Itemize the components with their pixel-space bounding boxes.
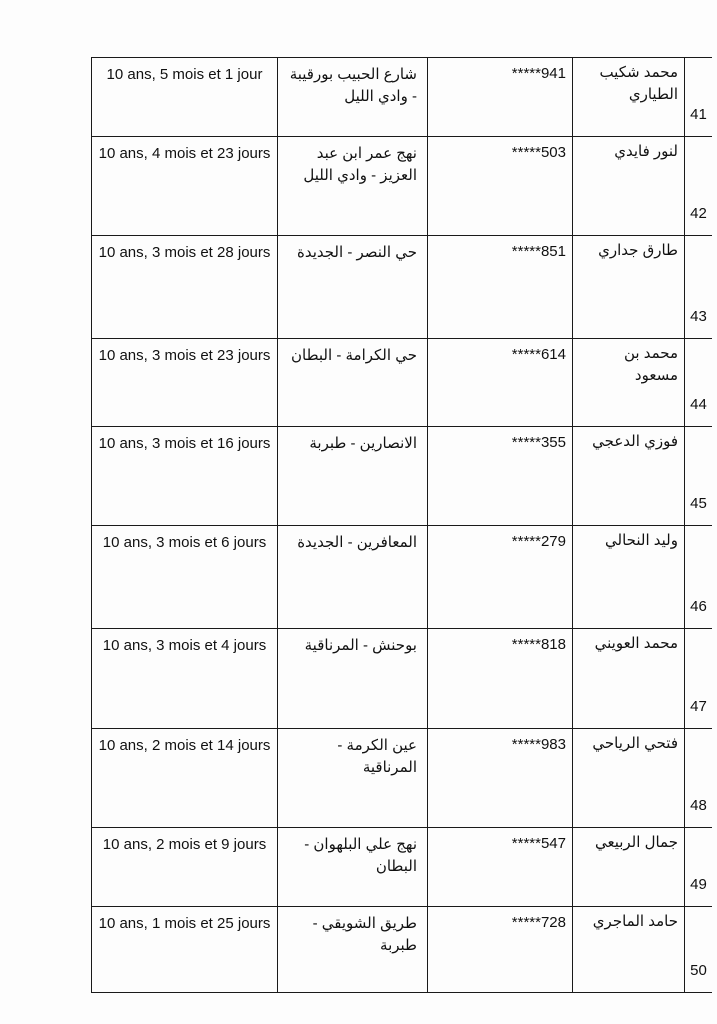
name-cell: فتحي الرياحي — [573, 729, 685, 828]
duration-cell: 10 ans, 3 mois et 28 jours — [92, 236, 278, 339]
row-number-cell: 48 — [685, 729, 713, 828]
id-cell: *****851 — [428, 236, 573, 339]
id-cell: *****818 — [428, 629, 573, 729]
row-number-cell: 45 — [685, 427, 713, 526]
row-number-cell: 49 — [685, 828, 713, 907]
address-cell: شارع الحبيب بورقيبة - وادي الليل — [278, 58, 428, 137]
name-cell: فوزي الدعجي — [573, 427, 685, 526]
address-cell: بوحنش - المرناقية — [278, 629, 428, 729]
duration-cell: 10 ans, 2 mois et 14 jours — [92, 729, 278, 828]
duration-cell: 10 ans, 2 mois et 9 jours — [92, 828, 278, 907]
table-row — [92, 629, 713, 729]
address-cell: نهج عمر ابن عبد العزيز - وادي الليل — [278, 137, 428, 236]
id-cell: *****503 — [428, 137, 573, 236]
id-cell: *****614 — [428, 339, 573, 427]
name-cell: لنور فايدي — [573, 137, 685, 236]
name-cell: محمد شكيب الطياري — [573, 58, 685, 137]
row-number-cell: 47 — [685, 629, 713, 729]
id-cell: *****547 — [428, 828, 573, 907]
name-cell: طارق جداري — [573, 236, 685, 339]
duration-cell: 10 ans, 3 mois et 16 jours — [92, 427, 278, 526]
table-row — [92, 427, 713, 526]
address-cell: طريق الشويقي - طبربة — [278, 907, 428, 993]
name-cell: محمد العويني — [573, 629, 685, 729]
duration-cell: 10 ans, 3 mois et 23 jours — [92, 339, 278, 427]
address-cell: عين الكرمة - المرناقية — [278, 729, 428, 828]
row-number-cell: 50 — [685, 907, 713, 993]
table-row — [92, 137, 713, 236]
table-row — [92, 729, 713, 828]
row-number-cell: 44 — [685, 339, 713, 427]
address-cell: الانصارين - طبربة — [278, 427, 428, 526]
address-cell: حي الكرامة - البطان — [278, 339, 428, 427]
address-cell: المعافرين - الجديدة — [278, 526, 428, 629]
table-row — [92, 907, 713, 993]
table-row — [92, 526, 713, 629]
name-cell: حامد الماجري — [573, 907, 685, 993]
name-cell: محمد بن مسعود — [573, 339, 685, 427]
row-number-cell: 46 — [685, 526, 713, 629]
roster-table — [91, 57, 712, 993]
duration-cell: 10 ans, 3 mois et 4 jours — [92, 629, 278, 729]
row-number-cell: 42 — [685, 137, 713, 236]
duration-cell: 10 ans, 4 mois et 23 jours — [92, 137, 278, 236]
table-row — [92, 236, 713, 339]
table-row — [92, 58, 713, 137]
row-number-cell: 43 — [685, 236, 713, 339]
id-cell: *****728 — [428, 907, 573, 993]
table-row — [92, 828, 713, 907]
name-cell: وليد النحالي — [573, 526, 685, 629]
duration-cell: 10 ans, 1 mois et 25 jours — [92, 907, 278, 993]
duration-cell: 10 ans, 3 mois et 6 jours — [92, 526, 278, 629]
id-cell: *****941 — [428, 58, 573, 137]
address-cell: حي النصر - الجديدة — [278, 236, 428, 339]
table-row — [92, 339, 713, 427]
address-cell: نهج علي البلهوان - البطان — [278, 828, 428, 907]
duration-cell: 10 ans, 5 mois et 1 jour — [92, 58, 278, 137]
row-number-cell: 41 — [685, 58, 713, 137]
name-cell: جمال الربيعي — [573, 828, 685, 907]
id-cell: *****355 — [428, 427, 573, 526]
id-cell: *****279 — [428, 526, 573, 629]
id-cell: *****983 — [428, 729, 573, 828]
